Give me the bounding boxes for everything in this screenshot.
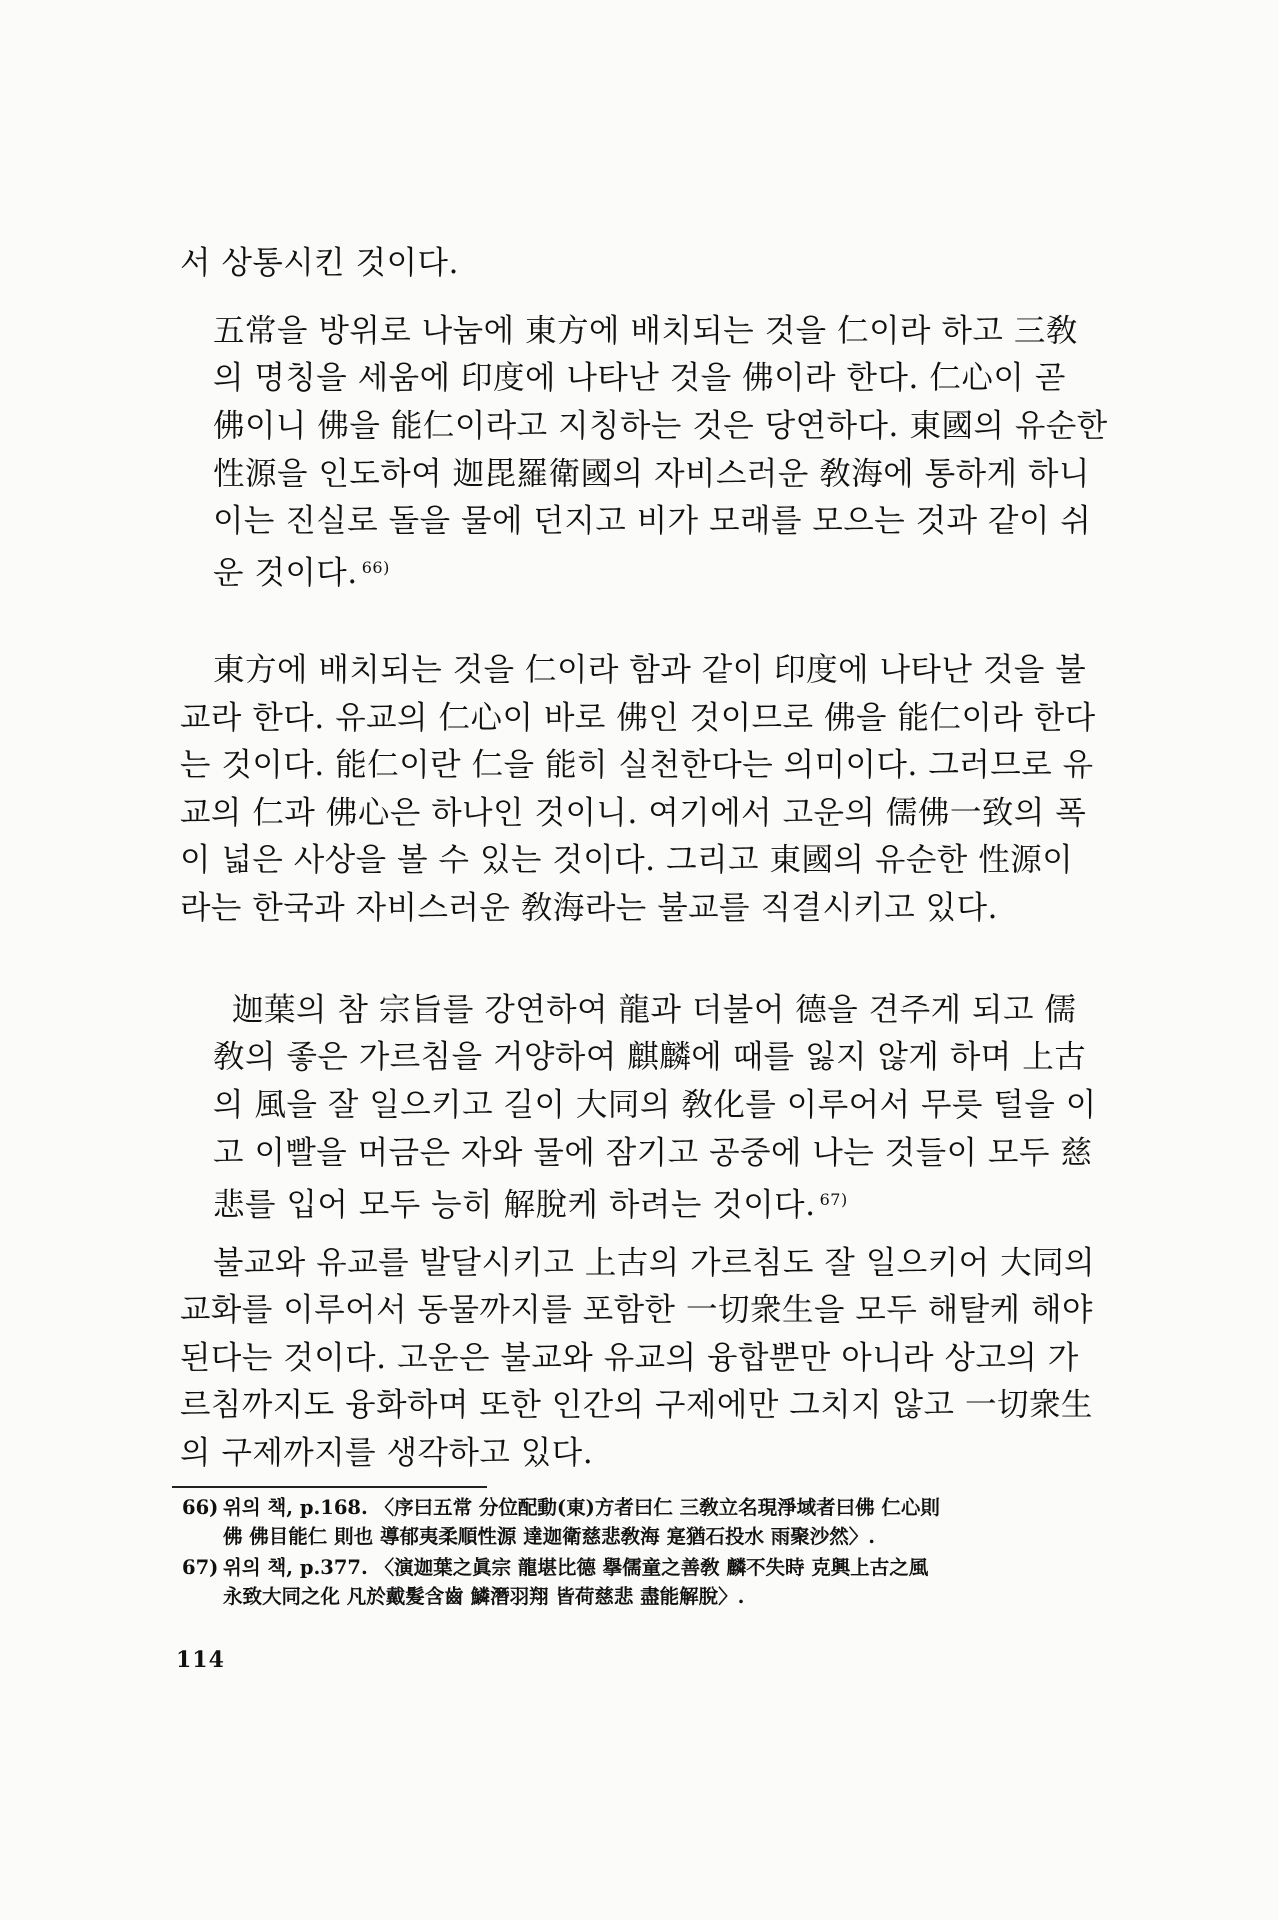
- paragraph-line: 東方에 배치되는 것을 仁이라 함과 같이 印度에 나타난 것을 불: [213, 652, 1087, 688]
- paragraph-line: 이 넓은 사상을 볼 수 있는 것이다. 그리고 東國의 유순한 性源이: [180, 842, 1074, 878]
- paragraph-line: 이는 진실로 돌을 물에 던지고 비가 모래를 모으는 것과 같이 쉬: [213, 503, 1092, 539]
- footnote-text: 永致大同之化 凡於戴髮含齒 鱗潛羽翔 皆荷慈悲 盡能解脫〉.: [223, 1585, 745, 1608]
- footnote-number: 66): [182, 1496, 219, 1519]
- footnote-ref-66: 66): [361, 558, 390, 577]
- footnote-text: 佛 佛目能仁 則也 導郁夷柔順性源 達迦衛慈悲敎海 寔猶石投水 雨聚沙然〉.: [223, 1525, 876, 1548]
- footnote-number: 67): [182, 1556, 219, 1579]
- paragraph-line: [213, 548, 390, 593]
- paragraph-line: 五常을 방위로 나눔에 東方에 배치되는 것을 仁이라 하고 三敎: [213, 313, 1078, 349]
- continuation-line: 서 상통시킨 것이다.: [180, 245, 459, 281]
- paragraph-line: 고 이빨을 머금은 자와 물에 잠기고 공중에 나는 것들이 모두 慈: [213, 1135, 1093, 1171]
- page-number: 114: [176, 1647, 225, 1673]
- paragraph-line: 의 구제까지를 생각하고 있다.: [180, 1435, 594, 1471]
- paragraph-line: 르침까지도 융화하며 또한 인간의 구제에만 그치지 않고 一切衆生: [180, 1387, 1093, 1423]
- paragraph-text: 운 것이다.: [213, 555, 358, 591]
- paragraph-line: 된다는 것이다. 고운은 불교와 유교의 융합뿐만 아니라 상고의 가: [180, 1340, 1079, 1376]
- paragraph-line: [213, 1180, 848, 1225]
- paragraph-line: 불교와 유교를 발달시키고 上古의 가르침도 잘 일으키어 大同의: [213, 1245, 1096, 1281]
- paragraph-line: 교의 仁과 佛心은 하나인 것이니. 여기에서 고운의 儒佛一致의 폭: [180, 795, 1087, 831]
- footnote-divider: [172, 1486, 487, 1488]
- footnote-text: 위의 책, p.377. 〈演迦葉之眞宗 龍堪比德 擧儒童之善敎 麟不失時 克興上古之風: [223, 1556, 929, 1579]
- footnote-ref-67: 67): [819, 1190, 848, 1209]
- paragraph-line: 라는 한국과 자비스러운 敎海라는 불교를 직결시키고 있다.: [180, 890, 999, 926]
- paragraph-text: 悲를 입어 모두 능히 解脫케 하려는 것이다.: [213, 1187, 816, 1223]
- paragraph-line: 佛이니 佛을 能仁이라고 지칭하는 것은 당연하다. 東國의 유순한: [213, 408, 1108, 444]
- paragraph-line: 의 風을 잘 일으키고 길이 大同의 敎化를 이루어서 무릇 털을 이: [213, 1087, 1097, 1123]
- paragraph-line: 교화를 이루어서 동물까지를 포함한 一切衆生을 모두 해탈케 해야: [180, 1292, 1093, 1328]
- paragraph-line: 의 명칭을 세움에 印度에 나타난 것을 佛이라 한다. 仁心이 곧: [213, 360, 1066, 396]
- paragraph-line: 는 것이다. 能仁이란 仁을 能히 실천한다는 의미이다. 그러므로 유: [180, 747, 1094, 783]
- paragraph-line: 교라 한다. 유교의 仁心이 바로 佛인 것이므로 佛을 能仁이라 한다: [180, 700, 1096, 736]
- paragraph-line: 迦葉의 참 宗旨를 강연하여 龍과 더불어 德을 견주게 되고 儒: [232, 992, 1077, 1028]
- paragraph-line: 敎의 좋은 가르침을 거양하여 麒麟에 때를 잃지 않게 하며 上古: [213, 1039, 1087, 1075]
- paragraph-line: 性源을 인도하여 迦毘羅衛國의 자비스러운 敎海에 통하게 하니: [213, 456, 1090, 492]
- footnote-text: 위의 책, p.168. 〈序曰五常 分位配動(東)方者曰仁 三敎立名現淨域者曰佛 仁心則: [223, 1496, 940, 1519]
